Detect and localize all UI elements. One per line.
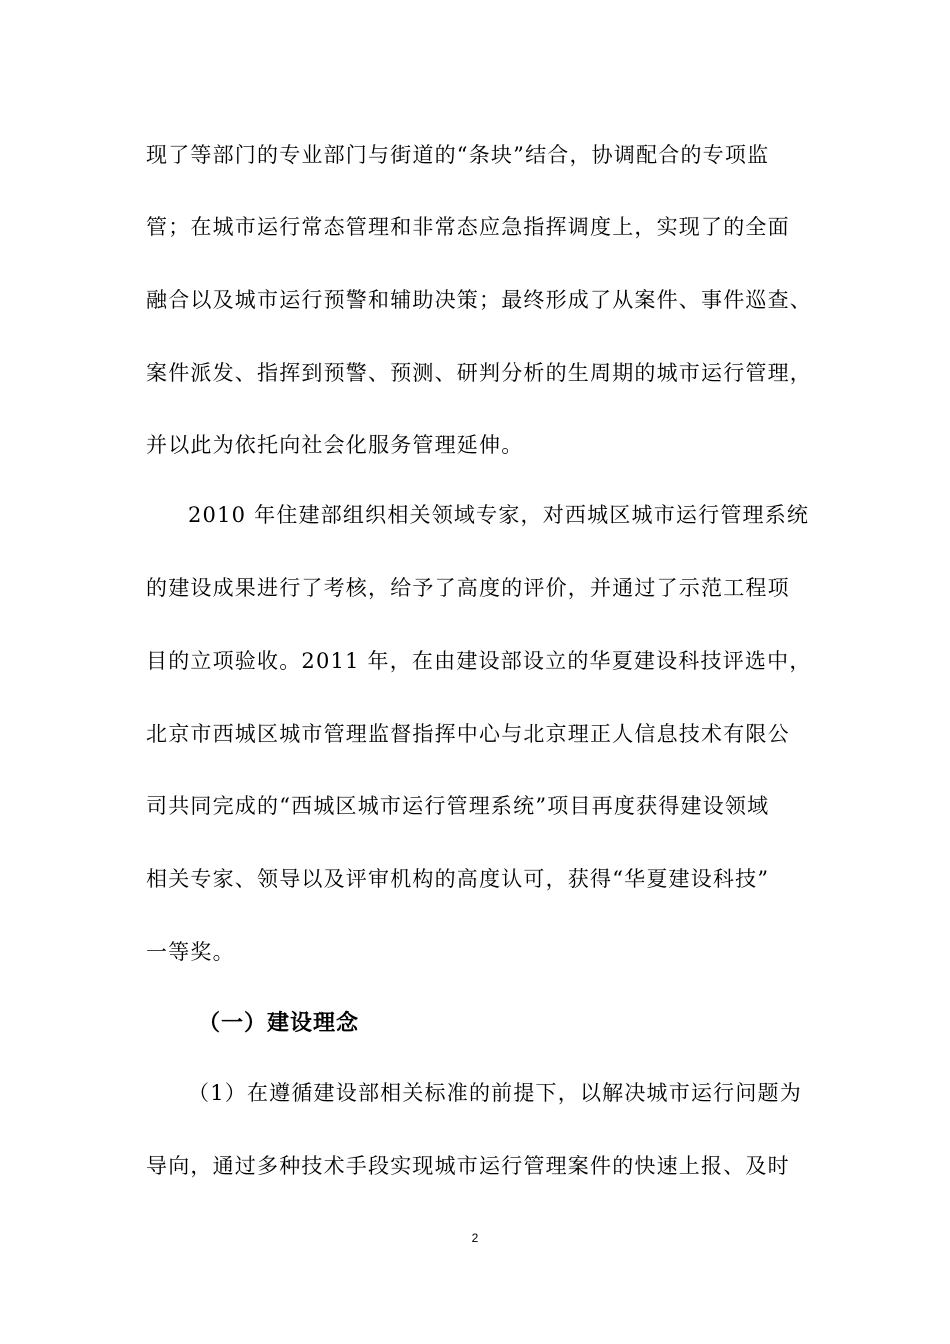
- paragraph-line: 一等奖。: [146, 940, 235, 964]
- paragraph-line: 并以此为依托向社会化服务管理延伸。: [146, 433, 524, 457]
- paragraph-line: 管；在城市运行常态管理和非常态应急指挥调度上，实现了的全面: [146, 215, 790, 239]
- paragraph-line: 融合以及城市运行预警和辅助决策；最终形成了从案件、事件巡查、: [146, 288, 812, 312]
- paragraph-line: 司共同完成的“西城区城市运行管理系统”项目再度获得建设领域: [146, 794, 770, 818]
- section-heading: （一）建设理念: [198, 1011, 360, 1036]
- paragraph-line: 案件派发、指挥到预警、预测、研判分析的生周期的城市运行管理，: [146, 361, 812, 385]
- paragraph-line: （1）在遵循建设部相关标准的前提下，以解决城市运行问题为: [188, 1081, 802, 1105]
- page-number: 2: [471, 1231, 479, 1245]
- paragraph-line: 目的立项验收。2011 年，在由建设部设立的华夏建设科技评选中，: [146, 649, 812, 673]
- paragraph-line: 2010 年住建部组织相关领域专家，对西城区城市运行管理系统: [188, 503, 810, 527]
- paragraph-line: 的建设成果进行了考核，给予了高度的评价，并通过了示范工程项: [146, 576, 790, 600]
- paragraph-line: 现了等部门的专业部门与街道的“条块”结合，协调配合的专项监: [146, 143, 770, 167]
- paragraph-line: 导向，通过多种技术手段实现城市运行管理案件的快速上报、及时: [146, 1154, 790, 1178]
- paragraph-line: 相关专家、领导以及评审机构的高度认可，获得“华夏建设科技”: [146, 867, 770, 891]
- paragraph-line: 北京市西城区城市管理监督指挥中心与北京理正人信息技术有限公: [146, 722, 790, 746]
